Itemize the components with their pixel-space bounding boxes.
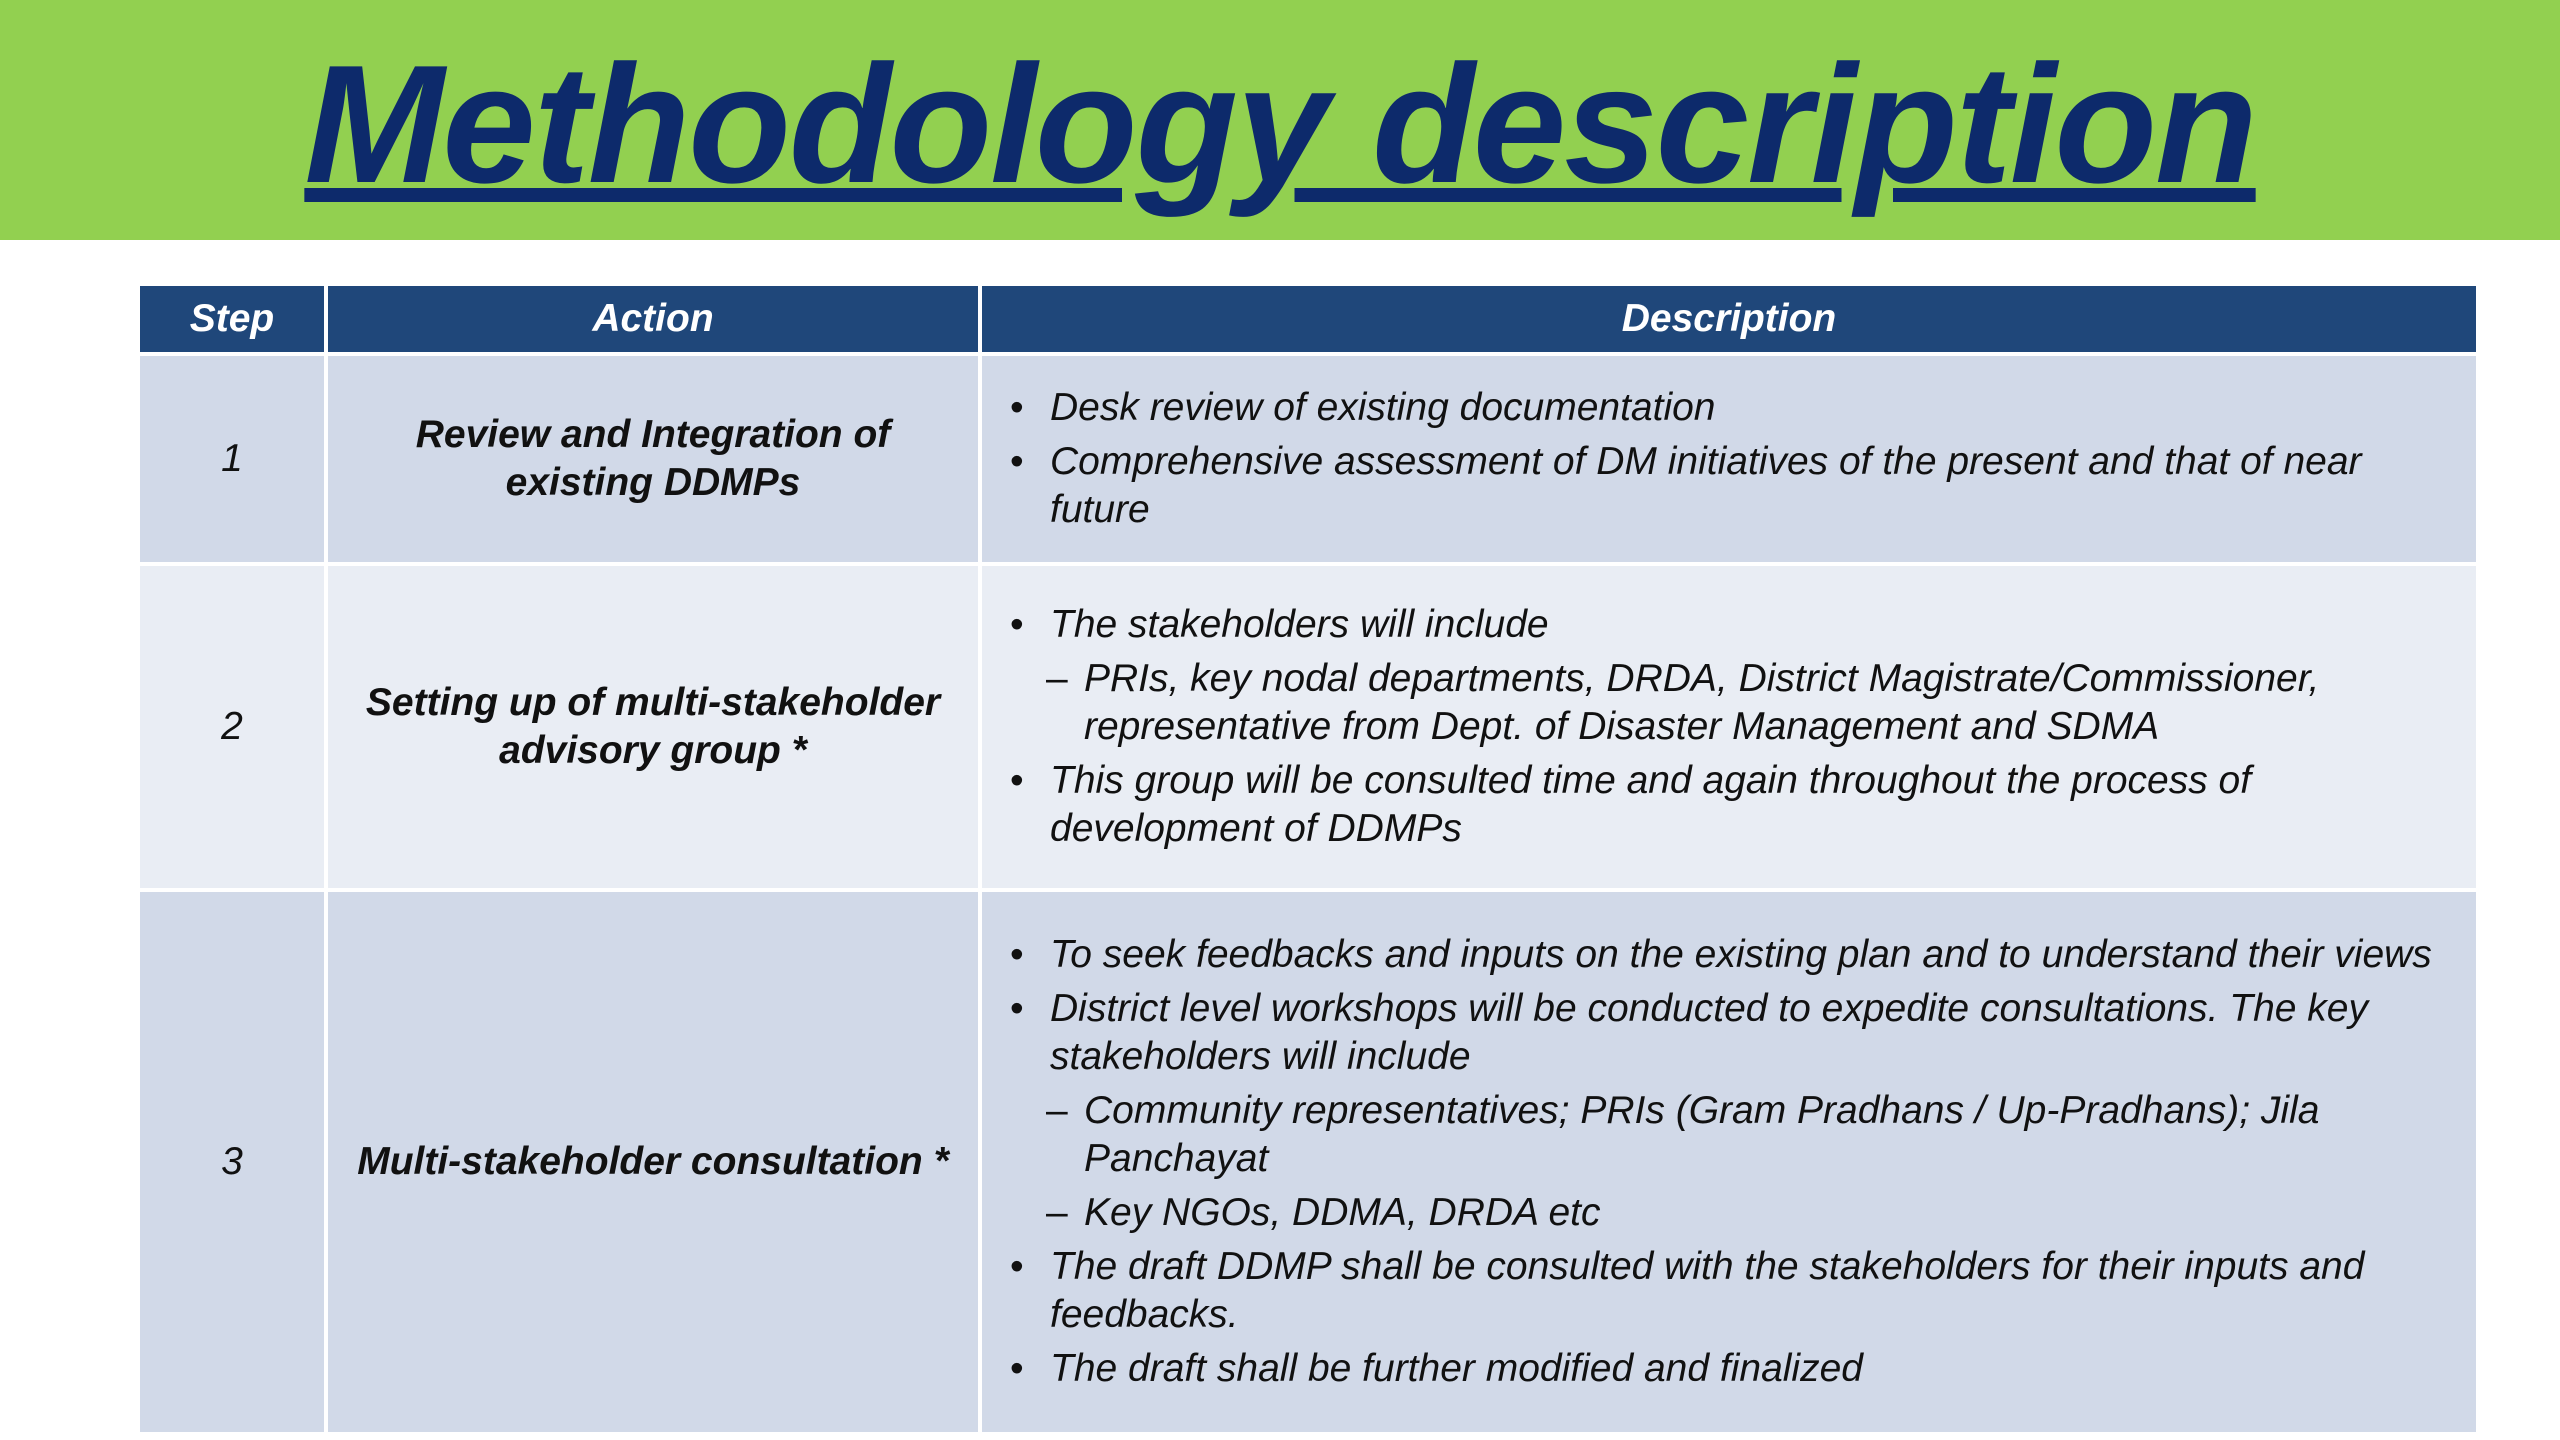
description-list bbox=[1006, 601, 2452, 853]
description-bullet: • To seek feedbacks and inputs on the existing plan and to understand their views bbox=[1006, 931, 2452, 979]
action-cell: Setting up of multi-stakeholder advisory group * bbox=[328, 566, 978, 888]
description-sub-bullet: – Community representatives; PRIs (Gram Pradhans / Up-Pradhans); Jila Panchayat bbox=[1006, 1087, 2452, 1183]
description-list bbox=[1006, 931, 2452, 1393]
description-bullet: • The draft DDMP shall be consulted with the stakeholders for their inputs and feedbacks. bbox=[1006, 1243, 2452, 1339]
header-step: Step bbox=[140, 286, 324, 352]
header-action: Action bbox=[328, 286, 978, 352]
description-bullet: • The draft shall be further modified and finalized bbox=[1006, 1345, 2452, 1393]
description-bullet: • This group will be consulted time and again throughout the process of development of DDMPs bbox=[1006, 757, 2452, 853]
step-number: 1 bbox=[140, 356, 324, 562]
description-bullet: • The stakeholders will include bbox=[1006, 601, 2452, 649]
step-number: 3 bbox=[140, 892, 324, 1432]
methodology-table bbox=[136, 282, 2480, 1436]
description-sub-bullet: – PRIs, key nodal departments, DRDA, District Magistrate/Commissioner, representative from Dept. of Disaster Management and SDMA bbox=[1006, 655, 2452, 751]
step-number: 2 bbox=[140, 566, 324, 888]
action-cell: Review and Integration of existing DDMPs bbox=[328, 356, 978, 562]
description-sub-bullet: – Key NGOs, DDMA, DRDA etc bbox=[1006, 1189, 2452, 1237]
table-header-row bbox=[140, 286, 2476, 352]
description-cell bbox=[982, 566, 2476, 888]
description-cell bbox=[982, 356, 2476, 562]
slide-title: Methodology description bbox=[304, 30, 2256, 218]
header-description: Description bbox=[982, 286, 2476, 352]
table-row-step-1 bbox=[140, 356, 2476, 562]
description-bullet: • Desk review of existing documentation bbox=[1006, 384, 2452, 432]
description-cell bbox=[982, 892, 2476, 1432]
description-bullet: • District level workshops will be conducted to expedite consultations. The key stakeholders will include bbox=[1006, 985, 2452, 1081]
table-row-step-3 bbox=[140, 892, 2476, 1432]
table-row-step-2 bbox=[140, 566, 2476, 888]
action-cell: Multi-stakeholder consultation * bbox=[328, 892, 978, 1432]
description-list bbox=[1006, 384, 2452, 534]
description-bullet: • Comprehensive assessment of DM initiatives of the present and that of near future bbox=[1006, 438, 2452, 534]
